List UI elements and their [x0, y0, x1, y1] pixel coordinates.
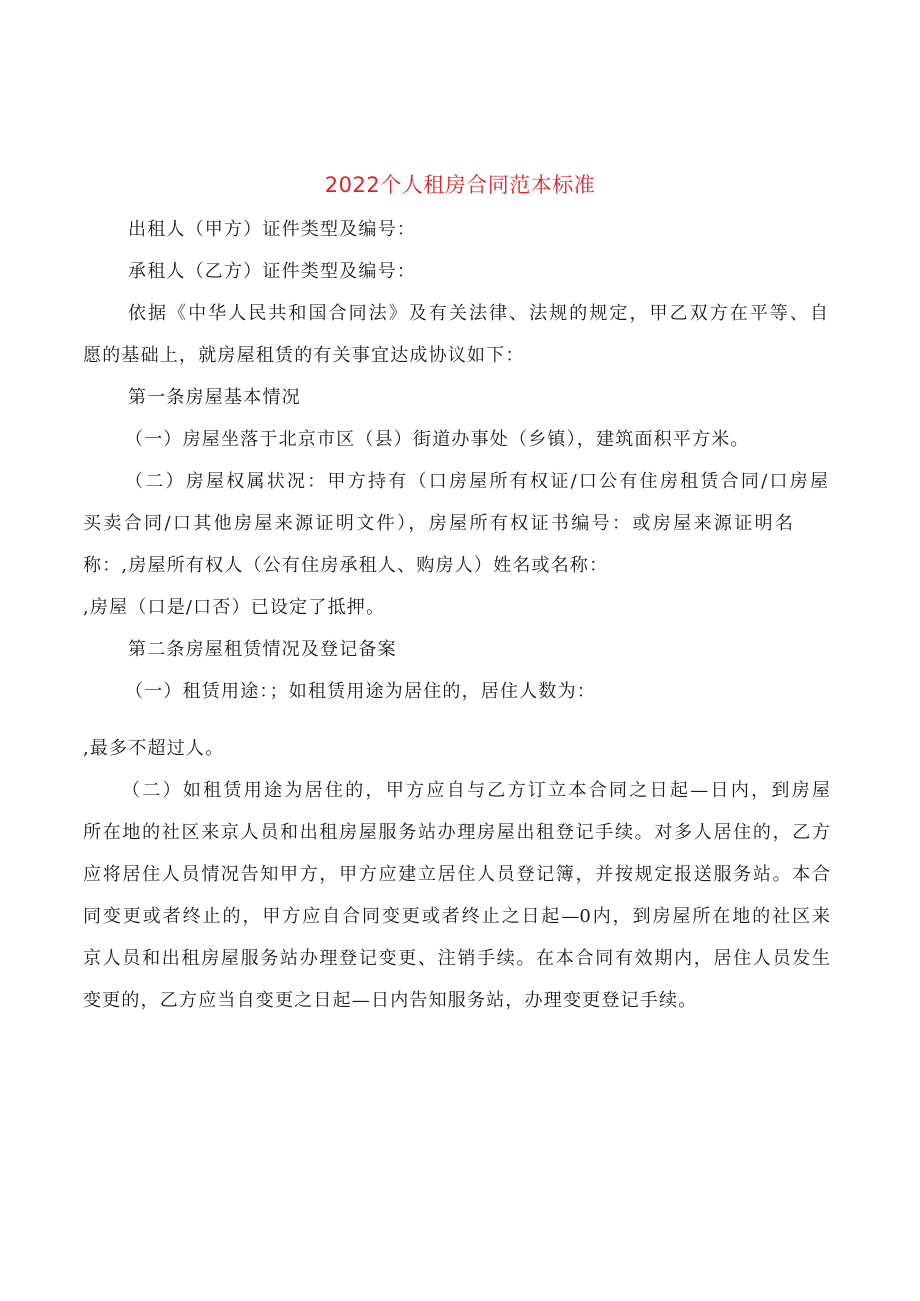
- article-2-item-1-line-2: ,最多不超过人。: [83, 738, 225, 759]
- article-2-item-2-line-4: 同变更或者终止的，甲方应自合同变更或者终止之日起—0内，到房屋所在地的社区来: [83, 906, 830, 927]
- lessor-id-line: 出租人（甲方）证件类型及编号：: [128, 219, 416, 240]
- article-2-item-2-line-3: 应将居住人员情况告知甲方，甲方应建立居住人员登记簿，并按规定报送服务站。本合: [83, 864, 830, 885]
- article-2-heading: 第二条房屋租赁情况及登记备案: [128, 639, 397, 660]
- article-2-item-1-line-1: （一）租赁用途：；如租赁用途为居住的，居住人数为：: [125, 681, 596, 702]
- preamble-line-1: 依据《中华人民共和国合同法》及有关法律、法规的规定，甲乙双方在平等、自: [128, 303, 828, 324]
- lessee-id-line: 承租人（乙方）证件类型及编号：: [128, 261, 416, 282]
- preamble-line-2: 愿的基础上，就房屋租赁的有关事宜达成协议如下：: [83, 345, 525, 366]
- article-2-item-2-line-5: 京人员和出租房屋服务站办理登记变更、注销手续。在本合同有效期内，居住人员发生: [83, 948, 830, 969]
- article-2-item-2-line-6: 变更的，乙方应当自变更之日起—日内告知服务站，办理变更登记手续。: [83, 990, 698, 1011]
- article-2-item-2-line-1: （二）如租赁用途为居住的，甲方应自与乙方订立本合同之日起—日内，到房屋: [122, 780, 830, 801]
- article-1-item-2-line-2: 买卖合同/口其他房屋来源证明文件），房屋所有权证书编号：或房屋来源证明名: [83, 513, 793, 534]
- article-1-heading: 第一条房屋基本情况: [128, 387, 301, 408]
- article-1-item-2-line-4: ,房屋（口是/口否）已设定了抵押。: [83, 597, 386, 618]
- article-2-item-2-line-2: 所在地的社区来京人员和出租房屋服务站办理房屋出租登记手续。对多人居住的，乙方: [83, 822, 830, 843]
- document-title: 2022个人租房合同范本标准: [324, 173, 596, 197]
- article-1-item-2-line-1: （二）房屋权属状况：甲方持有（口房屋所有权证/口公有住房租赁合同/口房屋: [125, 471, 828, 492]
- article-1-item-2-line-3: 称：,房屋所有权人（公有住房承租人、购房人）姓名或名称：: [83, 555, 609, 576]
- article-1-item-1: （一）房屋坐落于北京市区（县）街道办事处（乡镇），建筑面积平方米。: [125, 429, 750, 450]
